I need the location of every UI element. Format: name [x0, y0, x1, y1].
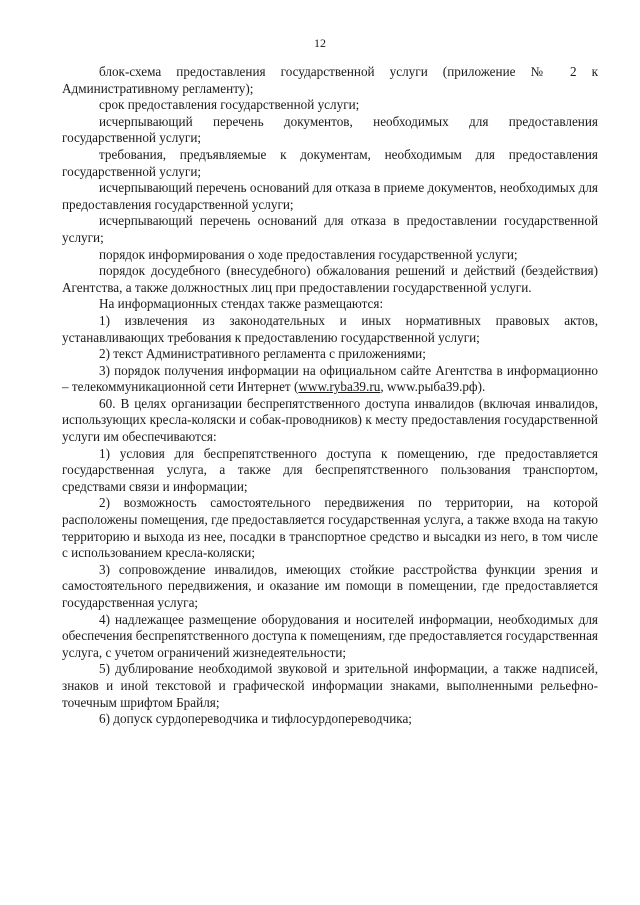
- website-link-ryba39-rf[interactable]: www.рыба39.рф: [386, 379, 478, 395]
- paragraph: 60. В целях организации беспрепятственного доступа инвалидов (включая инвалидов, использующих кресла-коляски и собак-проводников) к месту предоставления государственной услуги им обеспечиваются:: [62, 395, 598, 445]
- paragraph: исчерпывающий перечень оснований для отказа в предоставлении государственной услуги;: [62, 213, 598, 245]
- paragraph: 1) условия для беспрепятственного доступа к помещению, где предоставляется государственная услуга, а также для беспрепятственного пользования транспортом, средствами связи и информации;: [62, 445, 598, 494]
- paragraph: порядок информирования о ходе предоставления государственной услуги;: [99, 246, 518, 262]
- paragraph: 2) текст Административного регламента с приложениями;: [99, 346, 426, 362]
- paragraph: 2) возможность самостоятельного передвижения по территории, на которой расположены помещения, где предоставляется государственная услуга, а также входа на такую территорию и выхода из нее, посадки в транспортное средство и высадки из него, в том числе с использованием кресла-коляски;: [62, 495, 598, 561]
- paragraph: 3) сопровождение инвалидов, имеющих стойкие расстройства функции зрения и самостоятельного передвижения, и оказание им помощи в помещении, где предоставляется государственная услуга;: [62, 561, 598, 610]
- paragraph: 1) извлечения из законодательных и иных нормативных правовых актов, устанавливающих требования к предоставлению государственной услуги;: [62, 312, 598, 345]
- paragraph: 5) дублирование необходимой звуковой и зрительной информации, а также надписей, знаков и иной текстовой и графической информации знаками, выполненными рельефно-точечным шрифтом Брайля;: [62, 661, 598, 710]
- paragraph: исчерпывающий перечень документов, необходимых для предоставления государственной услуги;: [62, 113, 598, 146]
- paragraph: 4) надлежащее размещение оборудования и носителей информации, необходимых для обеспечения беспрепятственного доступа к помещениям, где предоставляется государственная услуга, с учетом ограничений жизнедеятельности;: [62, 611, 598, 660]
- paragraph: блок-схема предоставления государственной услуги (приложение № 2 к Административному регламенту);: [62, 64, 598, 96]
- paragraph: порядок досудебного (внесудебного) обжалования решений и действий (бездействия) Агентства, а также должностных лиц при предоставлении государственной услуги.: [62, 263, 598, 295]
- document-body: [62, 64, 598, 728]
- paragraph: срок предоставления государственной услуги;: [99, 97, 360, 113]
- paragraph-text: 3) порядок получения информации на официальном сайте Агентства в информационно – телекоммуникационной сети Интернет (: [62, 362, 598, 395]
- paragraph: исчерпывающий перечень оснований для отказа в приеме документов, необходимых для предоставления государственной услуги;: [62, 180, 598, 212]
- paragraph-text: ,: [380, 379, 387, 395]
- paragraph: На информационных стендах также размещаются:: [99, 296, 384, 312]
- paragraph: требования, предъявляемые к документам, необходимым для предоставления государственной услуги;: [62, 146, 598, 179]
- paragraph-text: ).: [477, 379, 486, 395]
- website-link-ryba39-ru[interactable]: www.ryba39.ru: [298, 379, 381, 395]
- agency-website-paragraph: [62, 363, 598, 396]
- page-number: 12: [314, 36, 326, 50]
- paragraph: 6) допуск сурдопереводчика и тифлосурдопереводчика;: [99, 711, 412, 727]
